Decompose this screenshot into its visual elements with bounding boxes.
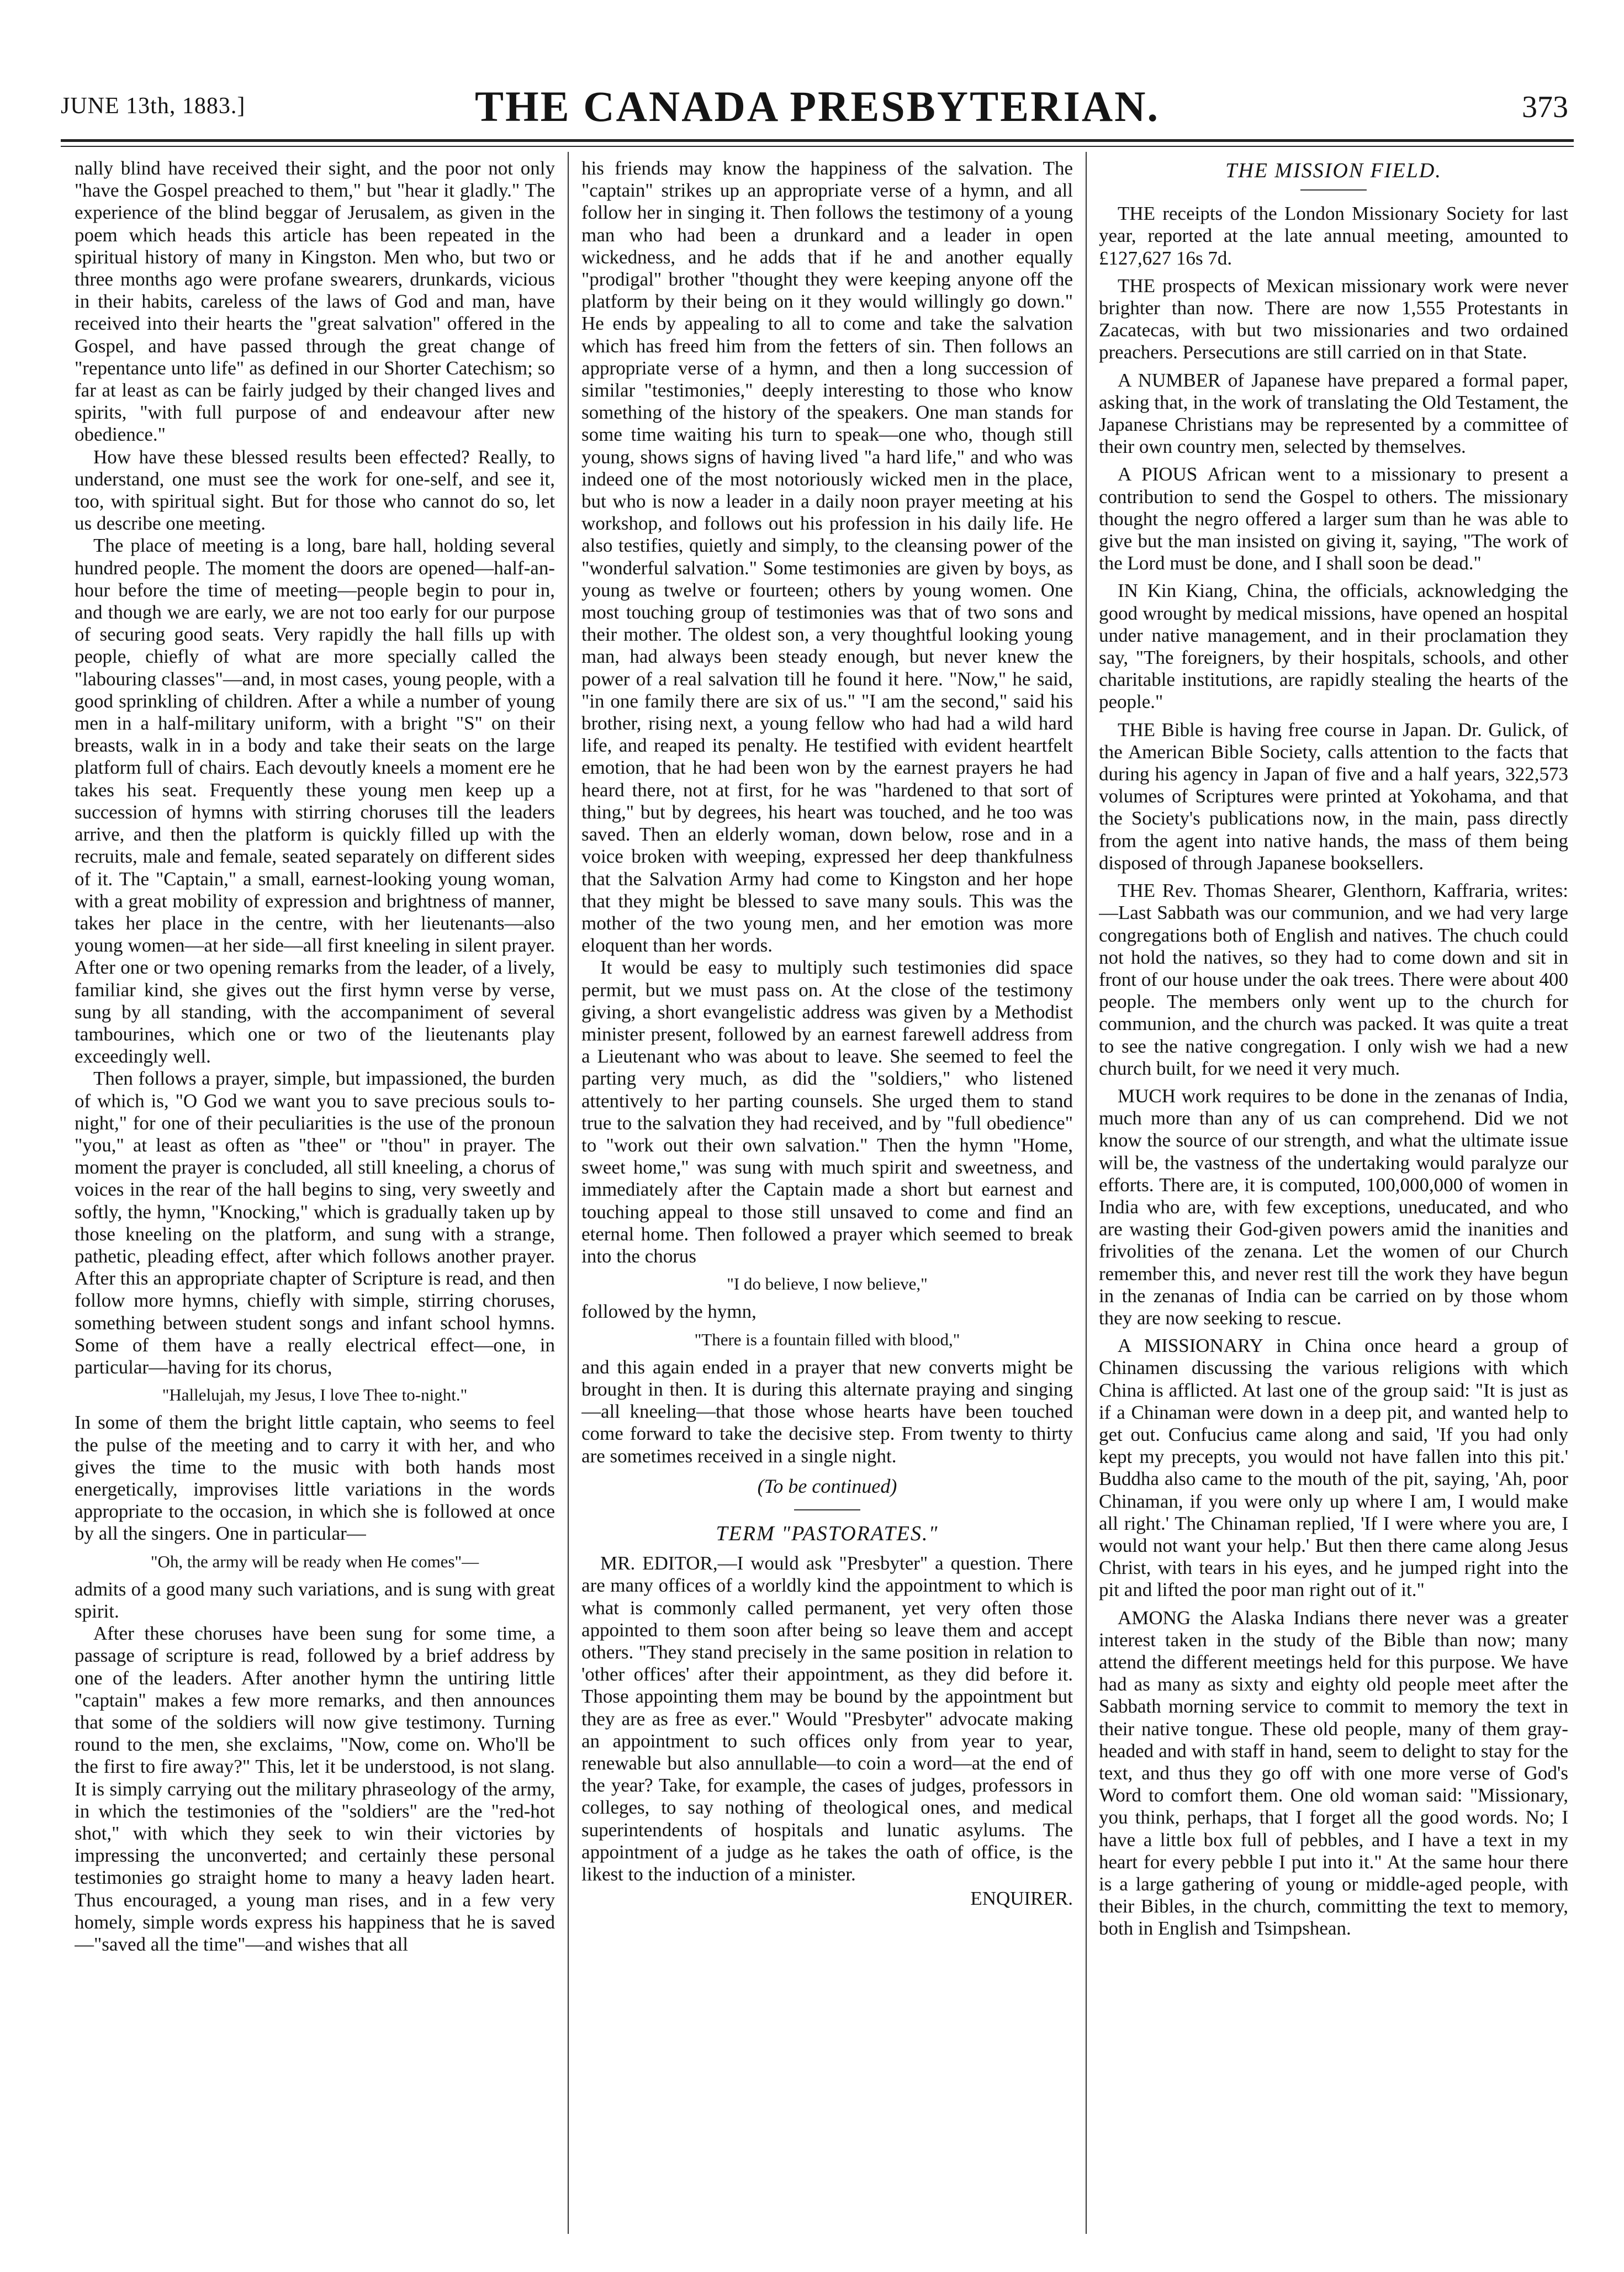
news-item: THE prospects of Mexican missionary work were never brighter than now. There are now 1,555 Protestants in Zacatecas, with but two missionaries and two ordained preachers. Persecutions are still carried on in that State. — [1099, 274, 1568, 363]
letter-paragraph: MR. EDITOR,—I would ask "Presbyter" a question. There are many offices of a worldly kind the appointment to which is what is commonly called permanent, yet very often those appointed to them soon after being so leave them and accept others. "They stand precisely in the same position in relation to 'other offices' after their appointment, as they did before it. Those appointing them may be bound by the appointment but they are as free as ever." Would "Presbyter" advocate making an appointment to such offices only from year to year, renewable but also annullable—to coin a word—at the end of the year? Take, for example, the cases of judges, professors in colleges, to say nothing of theological ones, and medical superintendents of hospitals and lunatic asylums. The appointment of a judge as he takes the oath of office, is the likest to the induction of a minister. — [581, 1552, 1073, 1885]
news-item: THE Bible is having free course in Japan. Dr. Gulick, of the American Bible Society, calls attention to the facts that during his agency in Japan of five and a half years, 322,573 volumes of Scriptures were printed at Yokohama, and that the Society's publications now, in the main, pass directly from the agent into native hands, the mass of them being disposed of through Japanese booksellers. — [1099, 718, 1568, 874]
column-2 — [581, 157, 1073, 2239]
section-rule — [1300, 189, 1367, 191]
news-item: AMONG the Alaska Indians there never was a greater interest taken in the study of the Bible than now; many attend the different meetings held for this purpose. We have had as many as sixty and eighty old people meet after the Sabbath morning service to commit to memory the text in their native tongue. These old people, many of them gray-headed and with staff in hand, seem to delight to stay for the text, and thus they go off with one more verse of God's Word to comfort them. One old woman said: "Missionary, you think, perhaps, that I forget all the good words. No; I have a little box full of pebbles, and I have a text in my heart for every pebble I put into it." At the same hour there is a large gathering of young or middle-aged people, with their Bibles, in the church, committing the text to memory, both in English and Tsimpshean. — [1099, 1607, 1568, 1940]
masthead-title: THE CANADA PRESBYTERIAN. — [474, 82, 1160, 130]
paragraph: In some of them the bright little captain, who seems to feel the pulse of the meeting and to carry it with her, and who gives the time to the music with both hands most energetically, improvises little variations in the words appropriate to the occasion, in which she is followed at once by all the singers. One in particular— — [75, 1412, 555, 1545]
paragraph: After these choruses have been sung for some time, a passage of scripture is read, followed by a brief address by one of the leaders. After another hymn the untiring little "captain" makes a few more remarks, and then announces that some of the soldiers will now give testimony. Turning round to the men, she exclaims, "Now, come on. Who'll be the first to fire away?" This, let it be understood, is not slang. It is simply carrying out the military phraseology of the army, in which the testimonies of the "soldiers" are the "red-hot shot," with which they seek to win their victories by impressing the unconverted; and certainly these personal testimonies go straight home to many a heavy laden heart. Thus encouraged, a young man rises, and in a few very homely, simple words express his happiness that he is saved—"saved all the time"—and wishes that all — [75, 1623, 555, 1956]
paragraph: The place of meeting is a long, bare hall, holding several hundred people. The moment the doors are opened—half-an-hour before the time of meeting—people begin to pour in, and though we are early, we are not too early for our purpose of securing good seats. Very rapidly the hall fills up with people, chiefly of what are more specially called the "labouring classes"—and, in most cases, young people, with a good sprinkling of children. After a while a number of young men in a half-military uniform, with a bright "S" on their breasts, walk in in a body and take their seats on the large platform full of chairs. Each devoutly kneels a moment ere he takes his seat. Frequently these young men keep up a succession of hymns with stirring choruses till the leaders arrive, and then the platform is quickly filled up with the recruits, male and female, seated separately on different sides of it. The "Captain," a small, earnest-looking young woman, with a great mobility of expression and brightness of manner, takes her place in the centre, with her lieutenants—also young women—at her side—all first kneeling in silent prayer. After one or two opening remarks from the leader, of a lively, familiar kind, she gives out the first hymn verse by verse, sung by all standing, with the accompaniment of several tambourines, which one or two of the lieutenants play exceedingly well. — [75, 535, 555, 1068]
news-item: THE Rev. Thomas Shearer, Glenthorn, Kaffraria, writes:—Last Sabbath was our communion, and we had very large congregations both of English and natives. The chuch could not hold the natives, so they had to come down and sit in front of our house under the oak trees. There were about 400 people. The members only went up to the church for communion, and the church was packed. It was quite a treat to see the native congregation. I only wish we had a new church built, for we need it very much. — [1099, 880, 1568, 1079]
news-item: IN Kin Kiang, China, the officials, acknowledging the good wrought by medical missions, have opened an hospital under native management, and in their proclamation they say, "The foreigners, by their hospitals, schools, and other charitable institutions, are rapidly stealing the hearts of the people." — [1099, 580, 1568, 713]
issue-date: JUNE 13th, 1883.] — [61, 93, 246, 119]
paragraph: Then follows a prayer, simple, but impassioned, the burden of which is, "O God we want you to save precious souls to-night," for one of their peculiarities is the use of the pronoun "you," at least as often as "thee" or "thou" in prayer. The moment the prayer is concluded, all still kneeling, a chorus of voices in the rear of the hall begins to sing, very sweetly and softly, the hymn, "Knocking," which is gradually taken up by those kneeling on the platform, and sung with a strange, pathetic, pleading effect, after which follows another prayer. After this an appropriate chapter of Scripture is read, and then follow more hymns, chiefly with simple, stirring choruses, something between student songs and infant school hymns. Some of them have a really electrical effect—one, in particular—having for its chorus, — [75, 1068, 555, 1378]
paragraph: and this again ended in a prayer that new converts might be brought in then. It is during this alternate praying and singing—all kneeling—that those whose hearts have been touched come forward to take the decisive step. From twenty to thirty are sometimes received in a single night. — [581, 1356, 1073, 1467]
paragraph: admits of a good many such variations, and is sung with great spirit. — [75, 1578, 555, 1622]
page-header — [61, 77, 1574, 138]
column-1 — [75, 157, 555, 2239]
page-number: 373 — [1522, 90, 1568, 124]
section-title-term-pastorates: TERM "PASTORATES." — [716, 1521, 939, 1545]
paragraph: followed by the hymn, — [581, 1301, 757, 1323]
column-divider — [1086, 152, 1087, 2234]
section-title-mission-field: THE MISSION FIELD. — [1225, 159, 1442, 182]
column-3 — [1099, 157, 1568, 2239]
paragraph: his friends may know the happiness of the salvation. The "captain" strikes up an appropriate verse of a hymn, and all follow her in singing it. Then follows the testimony of a young man who had been a drunkard and a leader in open wickedness, and he adds that if he and another equally "prodigal" brother "thought they were keeping anyone off the platform by their being on it they would willingly go down." He ends by appealing to all to come and take the salvation which has freed him from the fetters of sin. Then follows an appropriate verse of a hymn, and then a long succession of similar "testimonies," deeply interesting to those who know something of the history of the speakers. One man stands for some time waiting his turn to speak—one who, though still young, shows signs of having lived "a hard life," and who was indeed one of the most notoriously wicked men in the place, but who is now a leader in a daily noon prayer meeting at his workshop, and follows out his profession in his daily life. He also testifies, quietly and simply, to the cleansing power of the "wonderful salvation." Some testimonies are given by boys, as young as twelve or fourteen; others by young women. One most touching group of testimonies was that of two sons and their mother. The oldest son, a very thoughtful looking young man, had always been steady enough, but never knew the power of a real salvation till he found it here. "Now," he said, "in one family there are six of us." "I am the second," said his brother, rising next, a young fellow who had had a wild hard life, and reaped its penalty. He testified with evident heartfelt emotion, that he had been won by the earnest prayers he had heard there, not at first, for he was "hardened to that sort of thing," but by degrees, his heart was touched, and he too was saved. Then an elderly woman, down below, rose and in a voice broken with weeping, expressed her deep thankfulness that the Salvation Army had come to Kingston and her hope that they might be blessed to save many souls. This was the mother of the two young men, and her emotion was more eloquent than her words. — [581, 157, 1073, 957]
hymn-verse: "There is a fountain filled with blood," — [694, 1329, 960, 1349]
paragraph: It would be easy to multiply such testimonies did space permit, but we must pass on. At the close of the testimony giving, a short evangelistic address was given by a Methodist minister present, followed by an earnest farewell address from a Lieutenant who was about to leave. She seemed to feel the parting very much, as did the "soldiers," who listened attentively to her parting counsels. She urged them to stand true to the salvation they had received, and by "full obedience" to "work out their own salvation." Then the hymn "Home, sweet home," was sung with much spirit and sweetness, and immediately after the Captain made a short but earnest and touching appeal to those still unsaved to come and find an eternal home. Then followed a prayer which seemed to break into the chorus — [581, 957, 1073, 1267]
letter-signature: ENQUIRER. — [970, 1888, 1073, 1910]
hymn-verse: "I do believe, I now believe," — [727, 1274, 928, 1294]
hymn-verse: "Hallelujah, my Jesus, I love Thee to-night." — [162, 1385, 468, 1405]
hymn-verse: "Oh, the army will be ready when He comes"— — [150, 1551, 479, 1571]
news-item: A MISSIONARY in China once heard a group of Chinamen discussing the various religions with which China is afflicted. At last one of the group said: "It is just as if a Chinaman were down in a deep pit, and wanted help to get out. Confucius came along and said, 'If you had only kept my precepts, you would not have fallen into this pit.' Buddha also came to the mouth of the pit, saying, 'Ah, poor Chinaman, if you were only up where I am, I would make all right.' The Chinaman replied, 'If I were where you are, I would not want your help.' But then there came along Jesus Christ, with tears in his eyes, and he jumped right into the pit and lifted the poor man right out of it." — [1099, 1335, 1568, 1601]
to-be-continued-note: (To be continued) — [757, 1475, 897, 1497]
news-item: A PIOUS African went to a missionary to present a contribution to send the Gospel to others. The missionary thought the negro offered a larger sum than he was able to give but the man insisted on giving it, saying, "The work of the Lord must be done, and I shall soon be dead." — [1099, 463, 1568, 574]
news-item: A NUMBER of Japanese have prepared a formal paper, asking that, in the work of translating the Old Testament, the Japanese Christians may be represented by a committee of their own country men, selected by themselves. — [1099, 369, 1568, 458]
header-rule-thick — [61, 139, 1574, 142]
header-rule-thin — [61, 146, 1574, 147]
news-item: MUCH work requires to be done in the zenanas of India, much more than any of us can comprehend. Did we not know the source of our strength, and what the ultimate issue will be, the vastness of the undertaking would paralyze our efforts. There are, it is computed, 100,000,000 of women in India who are, with few exceptions, uneducated, and who are wasting their God-given powers amid the inanities and frivolities of the zenana. Let the women of our Church remember this, and never rest till the work they have begun in the zenanas of India can be carried on by those whom they are now seeking to rescue. — [1099, 1085, 1568, 1329]
paragraph: nally blind have received their sight, and the poor not only "have the Gospel preached to them," but "hear it gladly." The experience of the blind beggar of Jerusalem, as given in the poem which heads this article has been repeated in the spiritual history of many in Kingston. Men who, but two or three months ago were profane swearers, drunkards, vicious in their habits, careless of the laws of God and man, have received into their hearts the "great salvation" offered in the Gospel, and have passed through the great change of "repentance unto life" as defined in our Shorter Catechism; so far at least as can be fairly judged by their changed lives and spirits, "with full purpose of and endeavour after new obedience." — [75, 157, 555, 446]
section-rule — [794, 1509, 860, 1510]
news-item: THE receipts of the London Missionary Society for last year, reported at the late annual meeting, amounted to £127,627 16s 7d. — [1099, 203, 1568, 269]
column-divider — [568, 152, 569, 2234]
paragraph: How have these blessed results been effected? Really, to understand, one must see the work for one-self, and see it, too, with spiritual sight. But for those who cannot do so, let us describe one meeting. — [75, 446, 555, 535]
